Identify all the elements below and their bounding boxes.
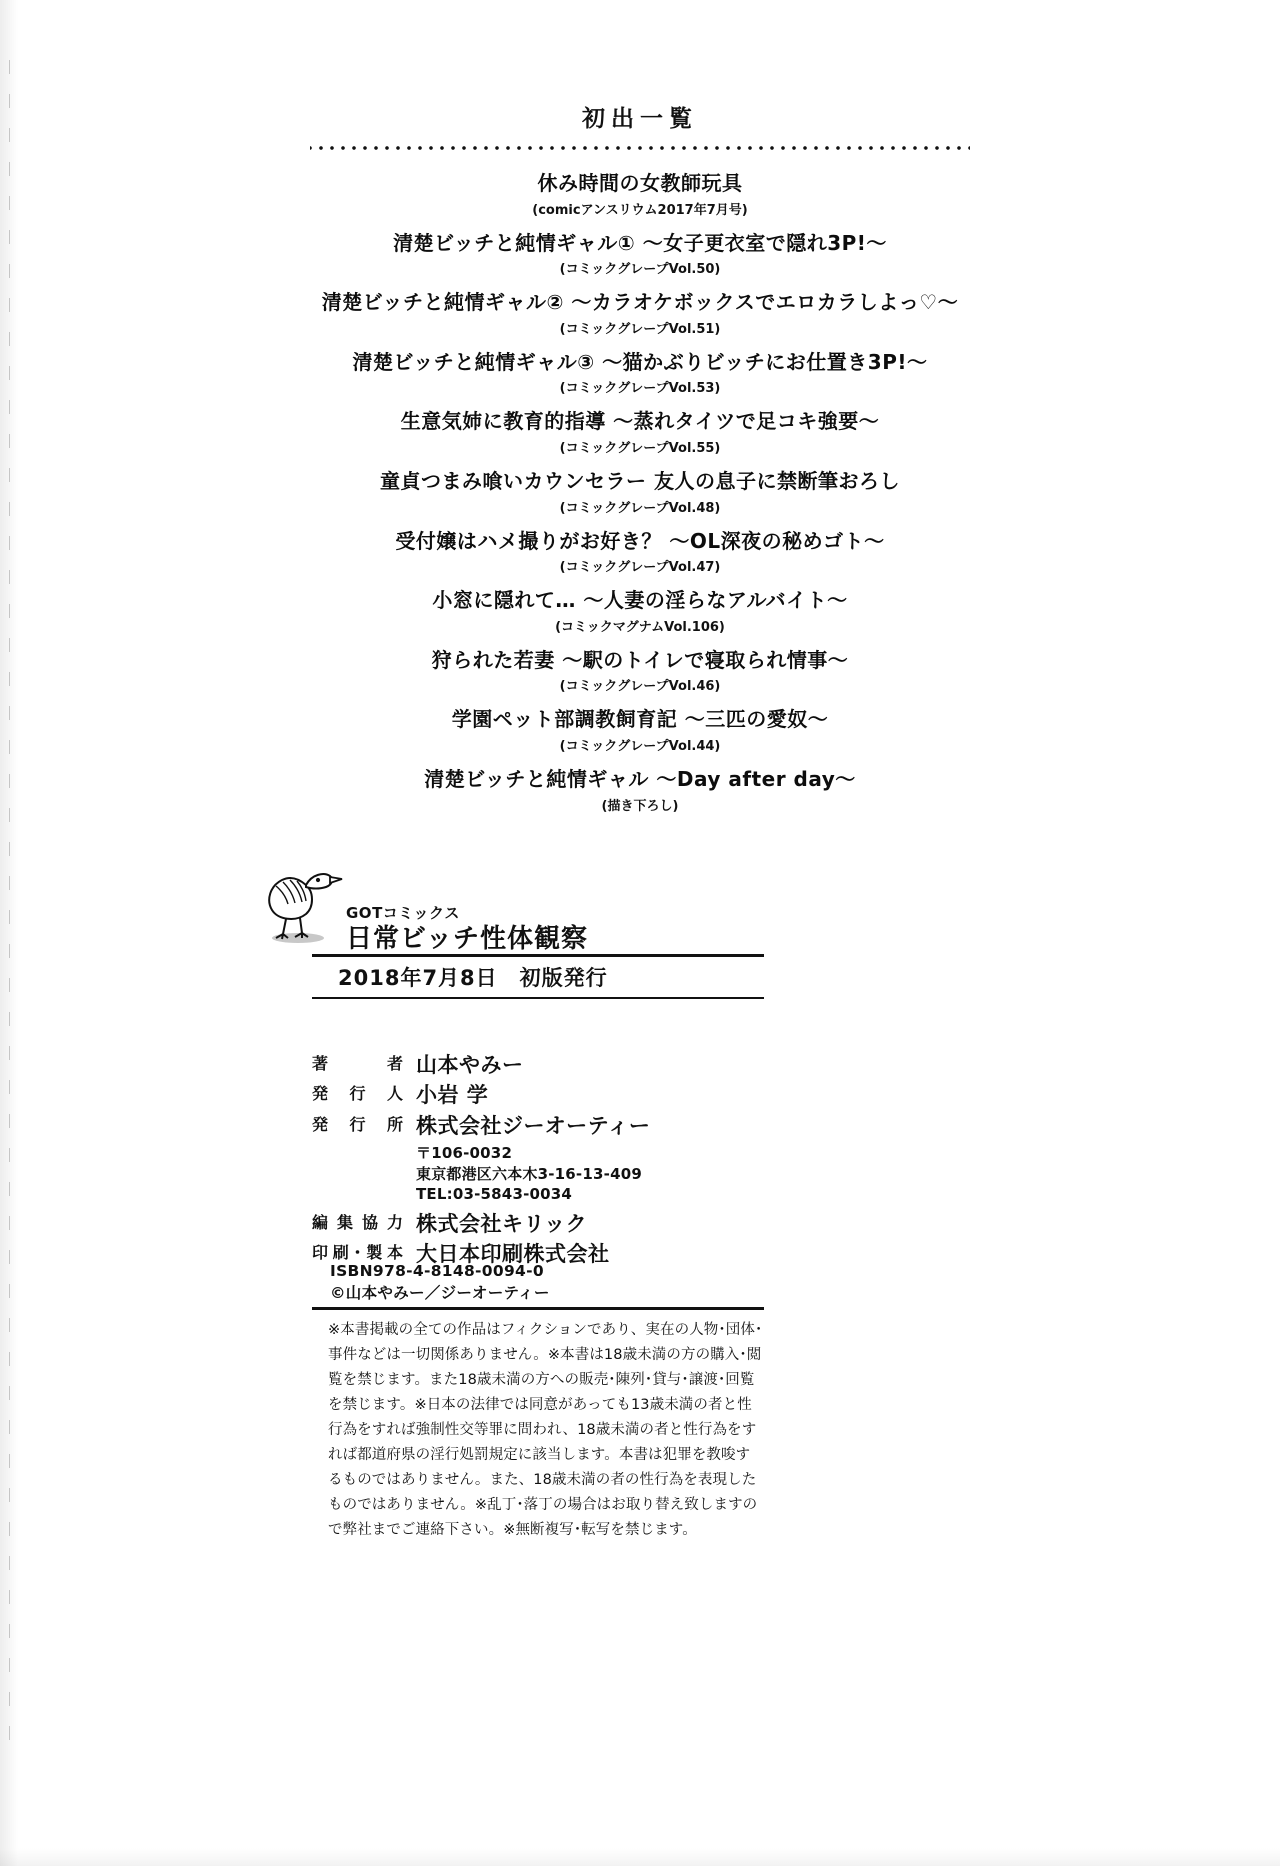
table-row: [312, 1052, 764, 1079]
postal-code: 〒106-0032: [416, 1143, 513, 1162]
list-item: [310, 588, 970, 635]
entry-source: (コミックグレープVol.55): [559, 440, 721, 456]
entry-source: (comicアンスリウム2017年7月号): [532, 202, 748, 218]
staff-value: 大日本印刷株式会社: [416, 1242, 610, 1267]
isbn-block: [330, 1260, 550, 1305]
staff-label: 著 者: [312, 1054, 404, 1073]
staff-table: [312, 1052, 764, 1272]
list-item: [310, 231, 970, 278]
entry-source: (コミックグレープVol.51): [559, 321, 721, 337]
entry-title: 休み時間の女教師玩具: [537, 171, 743, 195]
list-item: [310, 469, 970, 516]
list-item: [310, 171, 970, 218]
book-title: 日常ビッチ性体観察: [346, 924, 588, 954]
list-item: [310, 409, 970, 456]
entry-title: 清楚ビッチと純情ギャル③ ～猫かぶりビッチにお仕置き3P!～: [352, 349, 928, 374]
entry-title: 狩られた若妻 ～駅のトイレで寝取られ情事～: [431, 647, 849, 672]
entry-title: 清楚ビッチと純情ギャル② ～カラオケボックスでエロカラしよっ♡～: [321, 290, 959, 315]
staff-label: 発 行 人: [312, 1084, 404, 1104]
entry-title: 清楚ビッチと純情ギャル① ～女子更衣室で隠れ3P!～: [393, 230, 887, 255]
entry-title: 小窓に隠れて… ～人妻の淫らなアルバイト～: [432, 588, 848, 613]
entry-source: (コミックグレープVol.44): [559, 738, 721, 754]
telephone: TEL:03-5843-0034: [416, 1185, 573, 1204]
colophon: [312, 870, 764, 1538]
list-item: [310, 648, 970, 695]
legal-notice: ※本書掲載の全ての作品はフィクションであり、実在の人物･団体･事件などは一切関係ありません。※本書は18歳未満の方の購入･閲覧を禁じます。また18歳未満の方への販売･陳列･貸与･譲渡･回覧を禁じます。※日本の法律では同意があっても13歳未満の者と性行為をすれば強制性交等罪に問われ、18歳未満の者と性行為をすれば都道府県の淫行処罰規定に該当します。本書は犯罪を教唆するものではありません。また、18歳未満の者の性行為を表現したものではありません。※乱丁･落丁の場合はお取り替え致しますので弊社までご連絡下さい。※無断複写･転写を禁じます。: [328, 1322, 763, 1538]
staff-value: 山本やみー: [416, 1053, 524, 1077]
imprint-row: [312, 870, 764, 954]
entry-title: 清楚ビッチと純情ギャル ～Day after day～: [424, 766, 856, 791]
credits-heading: 初出一覧: [582, 106, 698, 132]
entry-source: (コミックグレープVol.53): [559, 381, 721, 397]
staff-label: 発 行 所: [312, 1114, 404, 1134]
table-row: [312, 1211, 764, 1238]
dotted-divider: [310, 143, 970, 153]
entry-source: (コミックグレープVol.46): [559, 679, 721, 695]
publisher-address: [416, 1143, 650, 1205]
copyright-line: ©山本やみー／ジーオーティー: [330, 1284, 550, 1303]
entry-source: (描き下ろし): [601, 798, 679, 814]
list-item: [310, 290, 970, 337]
staff-label: 印刷･製本: [312, 1243, 404, 1263]
entry-source: (コミックグレープVol.50): [559, 262, 721, 278]
entry-title: 学園ペット部調教飼育記 ～三匹の愛奴～: [451, 707, 829, 732]
table-row: [312, 1082, 764, 1109]
isbn-number: ISBN978-4-8148-0094-0: [330, 1262, 544, 1280]
entry-title: 生意気姉に教育的指導 ～蒸れタイツで足コキ強要～: [400, 409, 880, 434]
first-appearance-list: [310, 100, 970, 827]
entry-source: (コミックグレープVol.48): [559, 500, 721, 516]
staff-label: 編集協力: [312, 1212, 404, 1232]
entry-title: 受付嬢はハメ撮りがお好き？ ～OL深夜の秘めゴト～: [395, 528, 885, 553]
divider-thick-bottom: [312, 1307, 764, 1310]
entry-source: (コミックグレープVol.47): [559, 560, 721, 576]
table-row: [312, 1113, 764, 1205]
publication-date: 2018年7月8日 初版発行: [338, 966, 608, 990]
divider-thick-top: [312, 954, 764, 957]
scan-shadow-bottom: [0, 1848, 1280, 1866]
list-item: [310, 767, 970, 814]
staff-value: 株式会社キリック: [416, 1211, 588, 1236]
list-item: [310, 707, 970, 754]
divider-thin: [312, 997, 764, 999]
staff-value: 小岩 学: [416, 1083, 489, 1108]
bird-logo-icon: [252, 860, 344, 946]
entry-source: (コミックマグナムVol.106): [555, 619, 725, 635]
staff-value: 株式会社ジーオーティー: [416, 1113, 651, 1138]
list-item: [310, 529, 970, 576]
scan-edge-artifact: [0, 0, 26, 1866]
street-address: 東京都港区六本木3-16-13-409: [416, 1164, 642, 1183]
imprint-label: GOTコミックス: [346, 904, 460, 922]
list-item: [310, 350, 970, 397]
entry-title: 童貞つまみ喰いカウンセラー 友人の息子に禁断筆おろし: [380, 468, 900, 493]
